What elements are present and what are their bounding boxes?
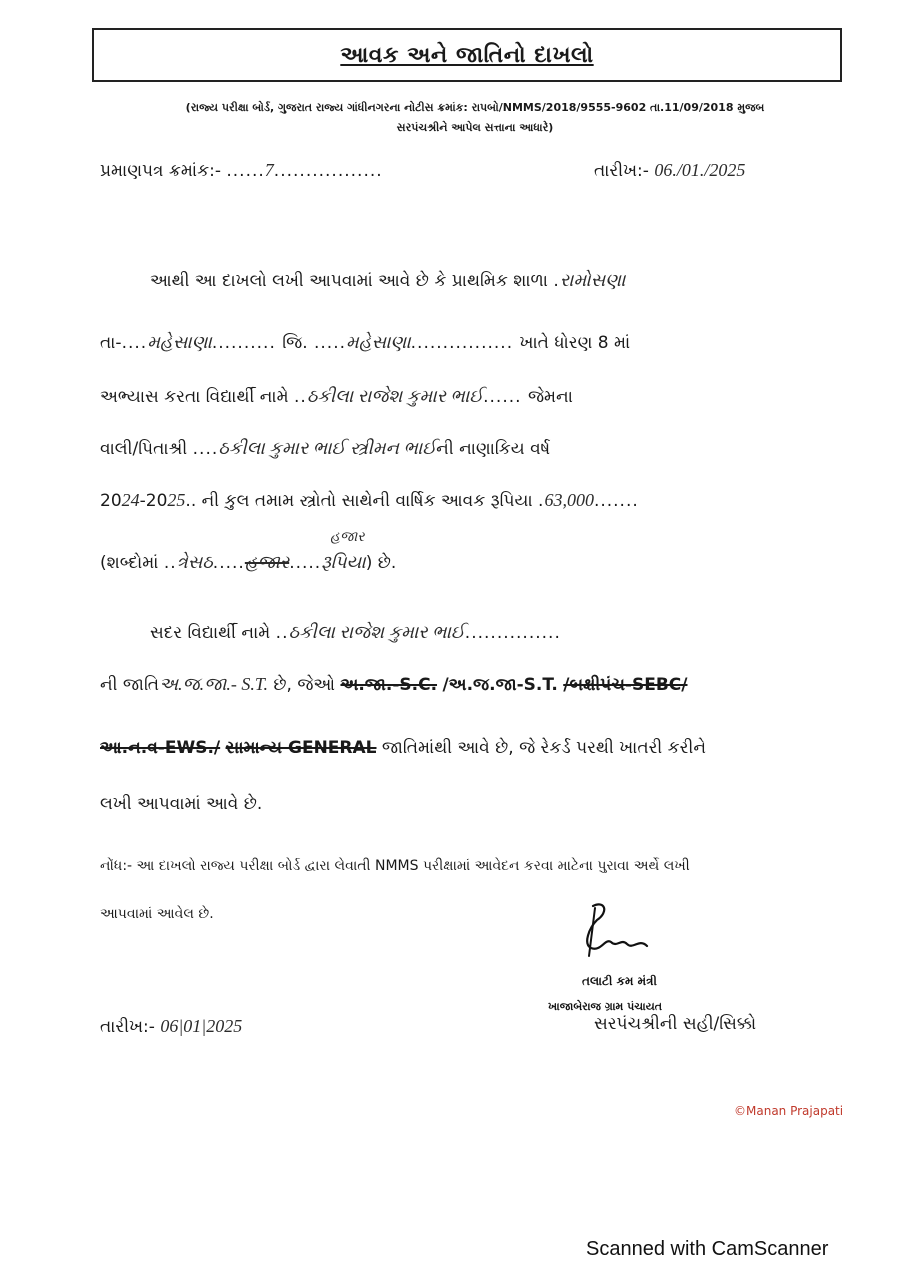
standard-text: ખાતે ધોરણ 8 માં [519,333,631,353]
certificate-date-label: તારીખ:- [594,161,649,181]
income-value: 63,000 [544,490,594,510]
caste-mid: છે, જેઓ [273,675,336,695]
certificate-number-row: પ્રમાણપત્ર ક્રમાંક:- ......7................. [100,160,383,181]
guardian-prefix: વાલી/પિતાશ્રી [100,439,188,459]
words-value-2: રૂપિયા [321,552,366,572]
category-sebc: /બક્ષીપંચ-SEBC/ [563,675,688,695]
year-mid: -20 [139,491,168,511]
district-value: મહેસાણા [346,332,411,352]
words-struck: હજાર [244,552,290,572]
student-suffix: જેમના [527,387,573,407]
words-value-1: ત્રેસઠ [176,552,213,572]
school-intro: આથી આ દાખલો લખી આપવામાં આવે છે કે પ્રાથમિક શાળા [150,271,548,291]
note-line-2: આપવામાં આવેલ છે. [100,906,214,922]
district-label: જિ. [282,333,308,353]
caste-label: ની જાતિ [100,675,160,695]
category-sc: અ.જા.-S.C. [340,675,438,695]
footer-date-label: તારીખ:- [100,1017,155,1037]
caste-line-1: સદર વિદ્યાર્થી નામે ..ઠકીલા રાજેશ કુમાર ભાઈ............... [150,622,561,643]
credit-text: ©Manan Prajapati [734,1104,844,1118]
page-title: આવક અને જાતિનો દાખલો [340,42,594,68]
note-line-1: નોંધ:- આ દાખલો રાજ્ય પરીક્ષા બોર્ડ દ્વારા લેવાતી NMMS પરીક્ષામાં આવેદન કરવા માટેના પુરાવા અર્થે લખી [100,858,690,874]
title-box [92,28,842,82]
body-line-3: અભ્યાસ કરતા વિદ્યાર્થી નામે ..ઠકીલા રાજેશ કુમાર ભાઈ...... જેમના [100,386,573,407]
category-general: સામાન્ય GENERAL [225,738,377,758]
caste-line3-suffix: જાતિમાંથી આવે છે, જે રેકર્ડ પરથી ખાતરી કરીને [381,738,706,758]
taluka-label: તા- [100,333,122,353]
footer-date-value: 06|01|2025 [160,1016,243,1036]
body-line-2: તા-....મહેસાણા.......... જિ. .....મહેસાણા................ ખાતે ધોરણ 8 માં [100,332,631,353]
category-st: /અ.જ.જા-S.T. [442,675,558,695]
guardian-suffix: ની નાણાકિય વર્ષ [436,439,551,459]
stamp-title: તલાટી કમ મંત્રી [582,974,657,988]
body-line-5: 2024-2025.. ની કુલ તમામ સ્ત્રોતો સાથેની વાર્ષિક આવક રૂપિયા .63,000....... [100,490,639,511]
footer-date [100,1016,242,1037]
words-suffix: ) છે. [365,553,397,573]
caste-line-3 [100,738,706,758]
body-line-1: આથી આ દાખલો લખી આપવામાં આવે છે કે પ્રાથમિક શાળા .રામોસણા [150,270,626,291]
scanner-watermark: Scanned with CamScanner [586,1238,829,1260]
student-name: ઠકીલા રાજેશ કુમાર ભાઈ [306,386,484,406]
certificate-date-row [594,160,745,181]
caste-line-2 [100,674,688,695]
signature-scribble [575,898,665,968]
caste-line-prefix: સદર વિદ્યાર્થી નામે [150,623,271,643]
year-start-hand: 24 [121,490,140,510]
closing-line: લખી આપવામાં આવે છે. [100,794,263,814]
taluka-value: મહેસાણા [147,332,212,352]
signature-label: સરપંચશ્રીની સહી/સિક્કો [594,1014,757,1034]
year-start: 20 [100,491,122,511]
reference-line-1: (રાજ્ય પરીક્ષા બોર્ડ, ગુજરાત રાજ્ય ગાંધીનગરના નોટીસ ક્રમાંક: રાપબો/NMMS/2018/9555-9602 તા.11/09/2018 મુજબ [185,101,765,114]
year-end-hand: 25 [167,490,186,510]
caste-value: અ.જ.જા.- S.T. [159,674,268,694]
reference-line-2: સરપંચશ્રીને આપેલ સત્તાના આધારે) [396,121,554,134]
words-prefix: (શબ્દોમાં [100,553,159,573]
student-prefix: અભ્યાસ કરતા વિદ્યાર્થી નામે [100,387,289,407]
caste-student-name: ઠકીલા રાજેશ કુમાર ભાઈ [288,622,465,642]
certificate-date-value: 06./01./2025 [654,160,746,180]
words-row: (શબ્દોમાં ..ત્રેસઠ.....હજાર.....રૂપિયા) છે. [100,552,397,573]
stamp-panchayat: ખાજાબેરાજ ગ્રામ પંચાયત [548,1000,663,1013]
reference-note [110,98,840,138]
income-text: .. ની કુલ તમામ સ્ત્રોતો સાથેની વાર્ષિક આવક રૂપિયા [185,491,533,511]
body-line-4: વાલી/પિતાશ્રી ....ઠકીલા કુમાર ભાઈ સ્ત્રીમન ભાઈની નાણાકિય વર્ષ [100,438,551,459]
certificate-number-value: 7 [264,160,274,180]
school-name: રામોસણા [559,270,626,290]
words-insert-above: હજાર [330,530,365,545]
guardian-name: ઠકીલા કુમાર ભાઈ સ્ત્રીમન ભાઈ [218,438,437,458]
certificate-number-label: પ્રમાણપત્ર ક્રમાંક:- [100,161,221,181]
category-ews: આ.ન.વ-EWS./ [100,738,221,758]
